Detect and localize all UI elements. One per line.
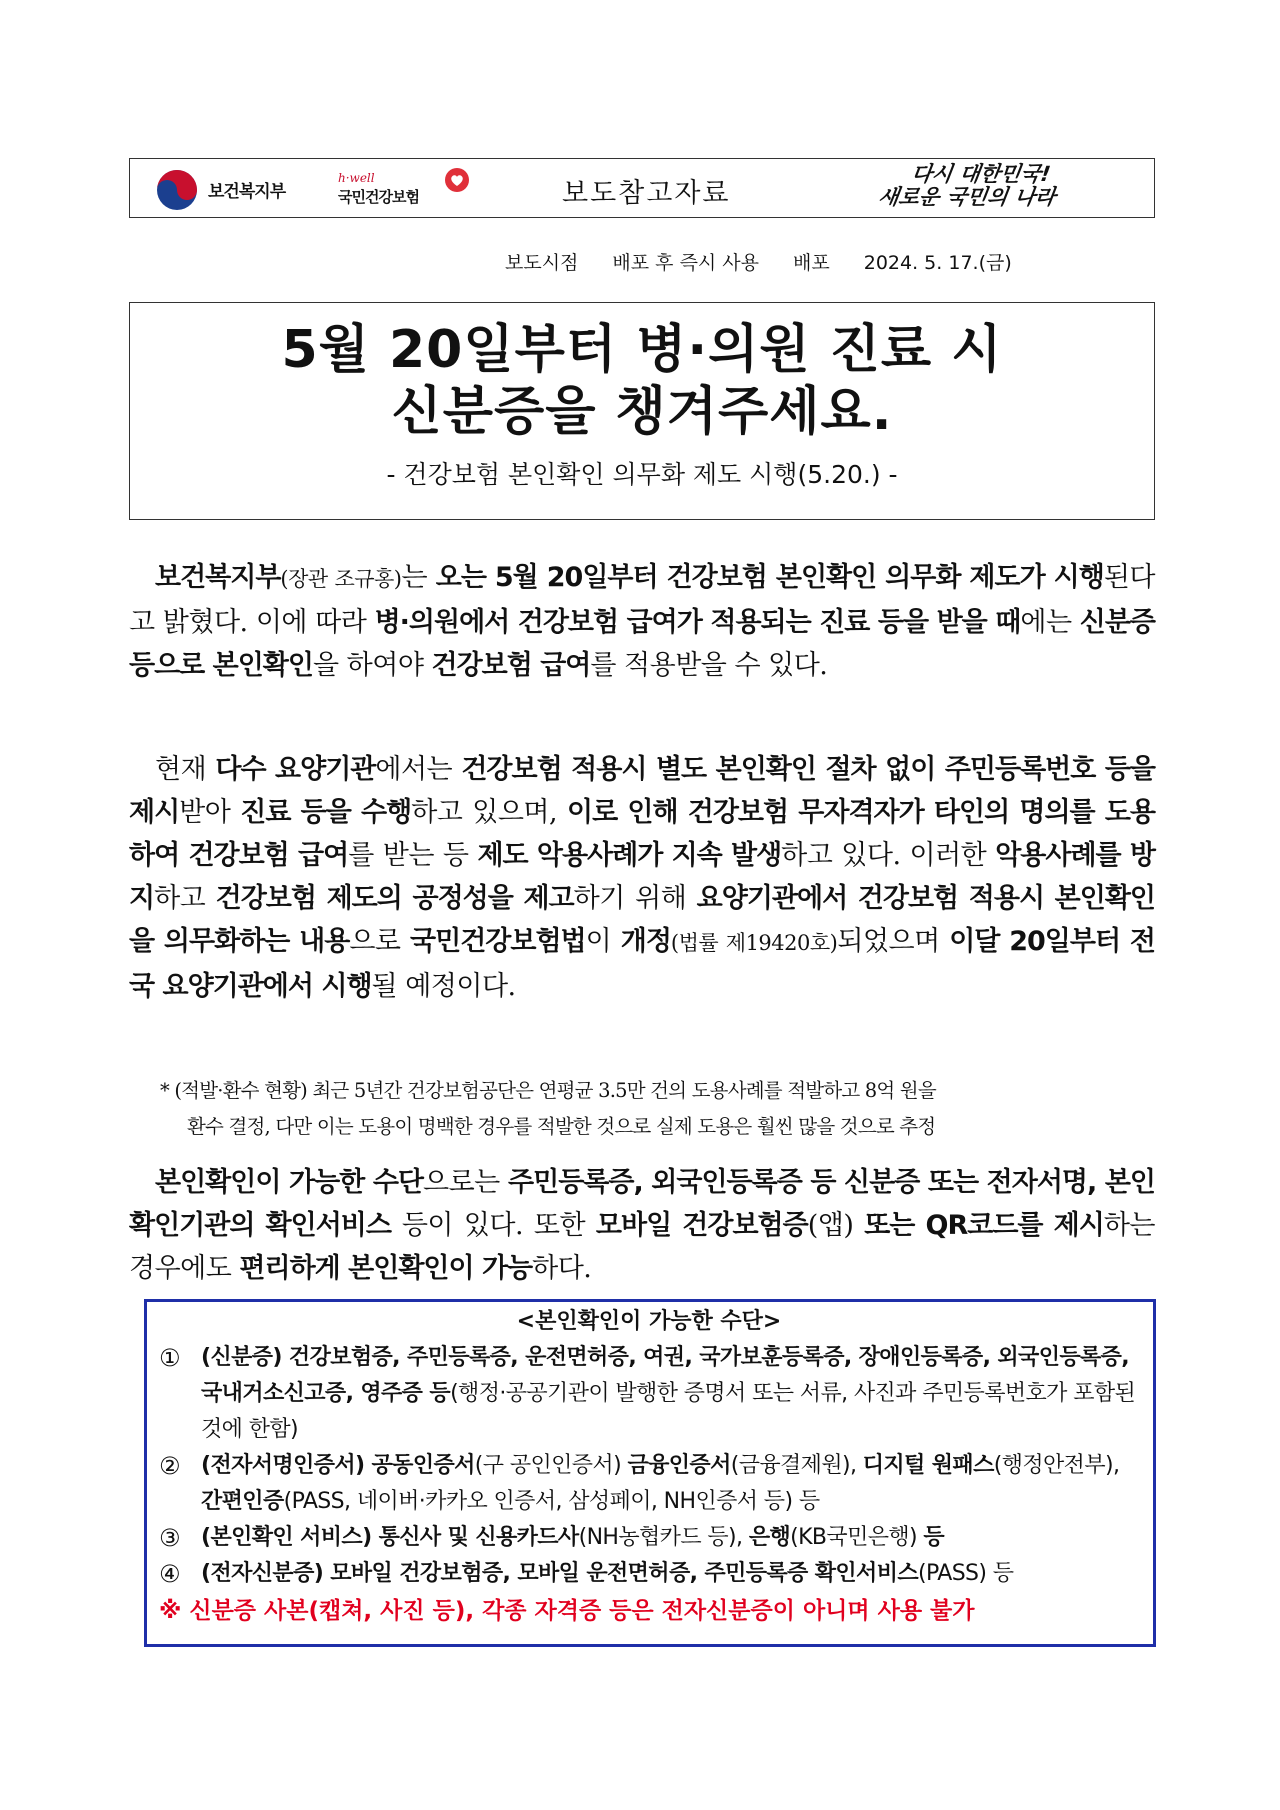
text-run: (행정안전부),	[993, 1453, 1120, 1478]
text-run: 요양기관에서 건강보험 적용시 본인확인을 의무화하는 내용	[129, 883, 1156, 957]
text-run: 본인확인이 가능한 수단	[155, 1167, 424, 1198]
text-run: 모바일 건강보험증	[595, 1210, 808, 1241]
paragraph-2	[129, 748, 1155, 1008]
footnote	[160, 1073, 1155, 1145]
press-header	[129, 158, 1155, 218]
text-run: 건강보험 제도의 공정성을 제고	[215, 883, 574, 914]
text-run: 은행	[748, 1525, 791, 1550]
text-run: 으로	[349, 926, 411, 957]
taegeuk-emblem-icon	[155, 168, 199, 212]
nhis-name: 국민건강보험	[338, 188, 419, 206]
text-run: 보건복지부	[155, 562, 281, 593]
text-run: 이	[585, 926, 621, 957]
text-run: 를 받는 등	[348, 840, 478, 871]
means-item	[159, 1340, 1139, 1448]
text-run: (본인확인 서비스) 통신사 및 신용카드사	[201, 1525, 579, 1550]
text-run: 금융인증서	[627, 1453, 731, 1478]
text-run: 다수 요양기관	[215, 754, 376, 785]
text-run: 는	[401, 562, 436, 593]
means-item-number: ③	[159, 1524, 180, 1552]
text-run: 주민등록증, 외국인등록증 등 신분증 또는 전자서명, 본인확인기관의 확인서비스	[129, 1167, 1155, 1241]
paragraph-3	[129, 1161, 1155, 1290]
release-info	[505, 248, 1046, 275]
distribution-label: 배포	[793, 252, 830, 274]
text-run: 받아	[179, 797, 241, 828]
text-run: (행정·공공기관이 발행한 증명서 또는 서류, 사진과 주민등록번호가 포함된 것에 한함)	[201, 1381, 1136, 1442]
text-run: 을 하여야	[312, 650, 432, 681]
text-run: 개정	[620, 926, 671, 957]
slogan-line1: 다시 대한민국!	[910, 162, 1052, 186]
means-item-number: ②	[159, 1452, 180, 1480]
headline-subtitle: - 건강보험 본인확인 의무화 제도 시행(5.20.) -	[386, 460, 898, 489]
text-run: 현재	[155, 754, 216, 785]
text-run: 국민건강보험법	[410, 926, 586, 957]
text-run: 병·의원에서 건강보험 급여가 적용되는 진료 등을 받을 때	[374, 607, 1021, 638]
text-run: 제도 악용사례가 지속 발생	[477, 840, 782, 871]
text-run: 신분증 등으로 본인확인	[129, 607, 1155, 681]
text-run: 이로 인해 건강보험 무자격자가 타인의 명의를 도용하여 건강보험 급여	[129, 797, 1156, 871]
means-item-text	[201, 1340, 1139, 1448]
text-run: 간편인증	[201, 1489, 284, 1514]
means-item-number: ①	[159, 1344, 180, 1372]
text-run: (전자서명인증서) 공동인증서	[201, 1453, 475, 1478]
footnote-line1: * (적발·환수 현황) 최근 5년간 건강보험공단은 연평균 3.5만 건의 도용사례를 적발하고 8억 원을	[160, 1079, 936, 1102]
text-run: 하고 있다. 이러한	[781, 840, 996, 871]
text-run: 또는 QR코드를 제시	[864, 1210, 1104, 1241]
text-run: 하기 위해	[573, 883, 697, 914]
title-box	[129, 302, 1155, 520]
identification-means-box	[144, 1299, 1156, 1647]
slogan	[877, 163, 1123, 209]
headline-line2: 신분증을 챙겨주세요.	[391, 382, 893, 442]
text-run: (앱)	[807, 1210, 865, 1241]
text-run: 에서는	[375, 754, 462, 785]
text-run: (NH농협카드 등),	[578, 1525, 749, 1550]
means-item-text	[201, 1448, 1139, 1520]
means-title: <본인확인이 가능한 수단>	[516, 1309, 782, 1334]
text-run: (전자신분증) 모바일 건강보험증, 모바일 운전면허증, 주민등록증 확인서비스	[201, 1561, 918, 1586]
text-run: 건강보험 급여	[431, 650, 591, 681]
text-run: 되었으며	[837, 926, 950, 957]
means-item	[159, 1556, 1139, 1592]
paragraph-1	[129, 556, 1155, 687]
text-run: 될 예정이다.	[371, 971, 516, 1002]
means-item	[159, 1448, 1139, 1520]
text-run: 으로는	[423, 1167, 509, 1198]
headline	[130, 319, 1154, 443]
release-label: 보도시점	[505, 252, 579, 274]
text-run: (구 공인인증서)	[474, 1453, 628, 1478]
release-date: 2024. 5. 17.(금)	[863, 252, 1012, 274]
text-run: (PASS) 등	[918, 1561, 1014, 1586]
document-type: 보도참고자료	[562, 178, 731, 209]
footnote-line2: 환수 결정, 다만 이는 도용이 명백한 경우를 적발한 것으로 실제 도용은 훨씬 많을 것으로 추정	[187, 1115, 936, 1138]
text-run: 하고 있으며,	[411, 797, 567, 828]
text-run: 오는 5월 20일부터 건강보험 본인확인 의무화 제도가 시행	[435, 562, 1104, 593]
ministry-name: 보건복지부	[208, 182, 286, 202]
means-item-text	[201, 1520, 1139, 1556]
text-run: 등	[923, 1525, 945, 1550]
text-run: (장관 조규홍)	[280, 567, 402, 591]
text-run: (PASS, 네이버·카카오 인증서, 삼성페이, NH인증서 등) 등	[283, 1489, 820, 1514]
headline-line1: 5월 20일부터 병·의원 진료 시	[281, 320, 1003, 380]
text-run: 디지털 원패스	[862, 1453, 994, 1478]
release-timing: 배포 후 즉시 사용	[612, 252, 760, 274]
means-warning: ※ 신분증 사본(캡쳐, 사진 등), 각종 자격증 등은 전자신분증이 아니며 사용 불가	[159, 1598, 975, 1624]
text-run: 하는 경우에도	[129, 1210, 1155, 1284]
text-run: 등이 있다. 또한	[390, 1210, 596, 1241]
text-run: 에는	[1020, 607, 1080, 638]
slogan-line2: 새로운 국민의 나라	[876, 185, 1058, 209]
means-list	[159, 1340, 1139, 1592]
text-run: (KB국민은행)	[790, 1525, 924, 1550]
text-run: (법률 제19420호)	[670, 931, 838, 955]
text-run: 악용사례를 방지	[129, 840, 1155, 914]
nhis-subbrand: h·well	[338, 171, 375, 185]
means-item	[159, 1520, 1139, 1556]
means-item-number: ④	[159, 1560, 180, 1588]
text-run: 진료 등을 수행	[240, 797, 412, 828]
text-run: (금융결제원),	[730, 1453, 863, 1478]
means-item-text	[201, 1556, 1139, 1592]
text-run: 건강보험 적용시 별도 본인확인 절차 없이 주민등록번호 등을 제시	[129, 754, 1155, 828]
text-run: 된다고 밝혔다. 이에 따라	[129, 562, 1155, 638]
text-run: 를 적용받을 수 있다.	[590, 650, 828, 681]
text-run: 편리하게 본인확인이 가능	[239, 1253, 533, 1284]
text-run: 이달 20일부터 전국 요양기관에서 시행	[129, 926, 1155, 1002]
text-run: (신분증) 건강보험증, 주민등록증, 운전면허증, 여권, 국가보훈등록증, 장애인등록증, 외국인등록증, 국내거소신고증, 영주증 등	[201, 1345, 1130, 1406]
heart-icon	[444, 167, 470, 193]
text-run: 하고	[154, 883, 216, 914]
text-run: 하다.	[532, 1253, 592, 1284]
